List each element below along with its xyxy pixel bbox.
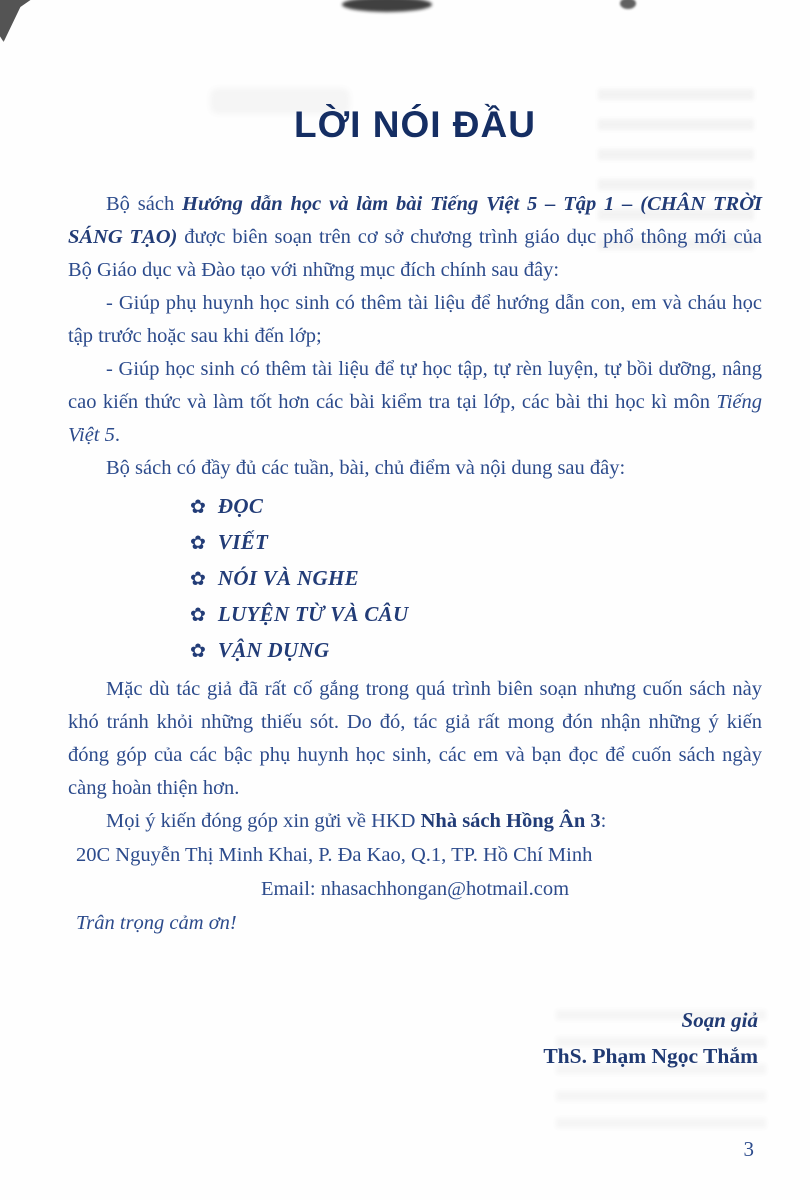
page-content <box>68 0 762 1074</box>
text-run: . <box>114 424 120 446</box>
list-item <box>190 597 762 633</box>
signature-name: ThS. Phạm Ngọc Thắm <box>543 1044 758 1068</box>
text-run-book-title: Hướng dẫn học và làm bài Tiếng Việt 5 – Tập 1 – (CHÂN TRỜI SÁNG TẠO) <box>68 193 762 248</box>
list-item <box>190 489 762 525</box>
text-run-subject-name: Tiếng Việt 5 <box>68 391 762 446</box>
flower-bullet-icon: ✿ <box>190 605 206 626</box>
flower-bullet-icon: ✿ <box>190 533 206 554</box>
paragraph-contents-lead: Bộ sách có đầy đủ các tuần, bài, chủ điểm và nội dung sau đây: <box>106 457 626 479</box>
list-item-label: LUYỆN TỪ VÀ CÂU <box>217 602 409 626</box>
list-item <box>190 633 762 669</box>
content-section-list <box>190 489 762 669</box>
text-run: - Giúp học sinh có thêm tài liệu để tự học tập, tự rèn luyện, tự bồi dưỡng, nâng cao kiến thức và làm tốt hơn các bài kiểm tra tại lớp, các bài thi học kì môn <box>68 358 762 413</box>
list-item-label: VIẾT <box>217 530 269 554</box>
flower-bullet-icon: ✿ <box>190 641 206 662</box>
thanks-line: Trân trọng cảm ơn! <box>76 912 237 934</box>
list-item-label: ĐỌC <box>217 494 264 518</box>
store-address: 20C Nguyễn Thị Minh Khai, P. Đa Kao, Q.1, TP. Hồ Chí Minh <box>76 844 593 866</box>
flower-bullet-icon: ✿ <box>190 497 206 518</box>
scan-artifact-corner <box>0 0 42 42</box>
list-item-label: VẬN DỤNG <box>217 638 330 662</box>
paragraph-purpose-parents: - Giúp phụ huynh học sinh có thêm tài liệu để hướng dẫn con, em và cháu học tập trước hoặc sau khi đến lớp; <box>68 292 762 347</box>
signature-block <box>68 1002 762 1074</box>
flower-bullet-icon: ✿ <box>190 569 206 590</box>
page-number: 3 <box>743 1137 754 1161</box>
text-run: : <box>600 810 607 832</box>
paragraph-feedback <box>68 805 762 838</box>
list-item <box>190 561 762 597</box>
list-item <box>190 525 762 561</box>
list-item-label: NÓI VÀ NGHE <box>217 566 359 590</box>
paragraph-apology: Mặc dù tác giả đã rất cố gắng trong quá trình biên soạn nhưng cuốn sách này khó tránh khỏi những thiếu sót. Do đó, tác giả rất mong đón nhận những ý kiến đóng góp của các bậc phụ huynh học sinh, các em và bạn đọc để cuốn sách ngày càng hoàn thiện hơn. <box>68 678 762 799</box>
paragraph-purpose-students <box>68 353 762 452</box>
signature-role: Soạn giả <box>681 1008 758 1032</box>
store-email: Email: nhasachhongan@hotmail.com <box>260 878 570 900</box>
text-run-store-name: Nhà sách Hồng Ân 3 <box>420 810 601 832</box>
text-run: Mọi ý kiến đóng góp xin gửi về HKD <box>106 810 421 832</box>
text-run: được biên soạn trên cơ sở chương trình giáo dục phổ thông mới của Bộ Giáo dục và Đào tạo với những mục đích chính sau đây: <box>68 226 762 281</box>
text-run: Bộ sách <box>106 193 183 215</box>
paragraph-intro <box>68 188 762 287</box>
page-title: LỜI NÓI ĐẦU <box>294 104 536 145</box>
